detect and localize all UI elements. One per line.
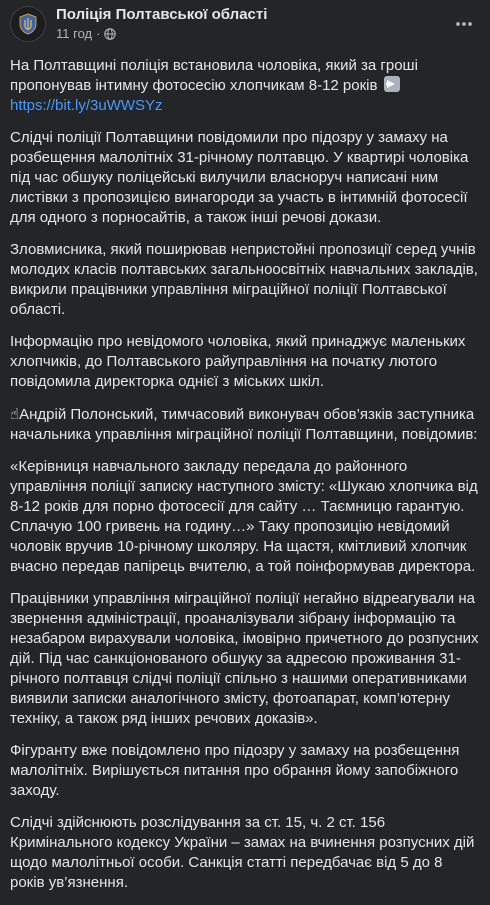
post-timestamp[interactable]: 11 год bbox=[56, 26, 93, 41]
quote-intro-text: Андрій Полонський, тимчасовий виконувач обов’язків заступника начальника управління міграційної поліції Полтавщини, повідомив: bbox=[10, 406, 478, 443]
article-link[interactable]: https://bit.ly/3uWWSYz bbox=[10, 97, 163, 114]
post-options-button[interactable] bbox=[446, 6, 482, 42]
police-emblem-icon bbox=[11, 7, 45, 41]
post-paragraph-5 bbox=[10, 404, 480, 445]
post-paragraph-4: Інформацію про невідомого чоловіка, який принаджує маленьких хлопчиків, до Полтавського райуправління на початку лютого повідомила директорка однієї з міських шкіл. bbox=[10, 333, 466, 390]
post-paragraph-9: Слідчі здійснюють розслідування за ст. 15, ч. 2 ст. 156 Кримінального кодексу України – замах на вчинення розпусних дій щодо малолітньої особи. Санкція статті передбачає від 5 до 8 років ув’язнення. bbox=[10, 814, 475, 891]
post-paragraph-8: Фігуранту вже повідомлено про підозру у замаху на розбещення малолітніх. Вирішується питання про обрання йому запобіжного заходу. bbox=[10, 742, 460, 799]
meta-separator: · bbox=[96, 26, 101, 41]
right-arrow-emoji bbox=[384, 76, 400, 92]
post-paragraph-1 bbox=[10, 56, 480, 116]
more-horizontal-icon bbox=[454, 14, 474, 34]
post-paragraph-3: Зловмисника, який поширював непристойні пропозиції серед учнів молодих класів полтавських загальноосвітніх навчальних закладів, викрили працівники управління міграційної поліції Полтавської області. bbox=[10, 241, 478, 318]
post-paragraph-7: Працівники управління міграційної поліції негайно відреагували на звернення адміністрації, проаналізували зібрану інформацію та незабаром вирахували чоловіка, імовірно причетного до розпусних дій. Під час санкціонованого обшуку за адресою проживання 31-річного полтавця слідчі поліції спільно з нашими оперативниками виявили записки аналогічного змісту, фотоапарат, комп’ютерну техніку, а також ряд інших речових доказів». bbox=[10, 590, 479, 727]
post-meta bbox=[56, 26, 116, 41]
post-body bbox=[10, 56, 480, 905]
post-paragraph-2: Слідчі поліції Полтавщини повідомили про підозру у замаху на розбещення малолітніх 31-річному полтавцю. У квартирі чоловіка під час обшуку поліцейські вилучили власноруч написані ним листівки з пропозицією винагороди за участь в інтимній фотосесії для одного з порносайтів, а також інші речові докази. bbox=[10, 129, 469, 226]
page-avatar[interactable] bbox=[10, 6, 46, 42]
page-name-link[interactable]: Поліція Полтавської області bbox=[56, 6, 268, 23]
post-headline: На Полтавщині поліція встановила чоловіка, який за гроші пропонував інтимну фотосесію хлопчикам 8-12 років bbox=[10, 57, 418, 94]
post-header bbox=[0, 0, 490, 48]
post-paragraph-6: «Керівниця навчального закладу передала до районного управління поліції записку наступного змісту: «Шукаю хлопчика від 8-12 років для порно фотосесії для сайту … Таємницю гарантую. Сплачую 100 гривень на годину…» Таку пропозицію невідомий чоловік вручив 10-річному школяру. На щастя, кмітливий хлопчик вчасно передав папірець вчителю, а той поінформував директора. bbox=[10, 458, 478, 575]
globe-icon[interactable] bbox=[104, 28, 116, 40]
pointing-up-emoji: ☝ bbox=[10, 405, 20, 423]
